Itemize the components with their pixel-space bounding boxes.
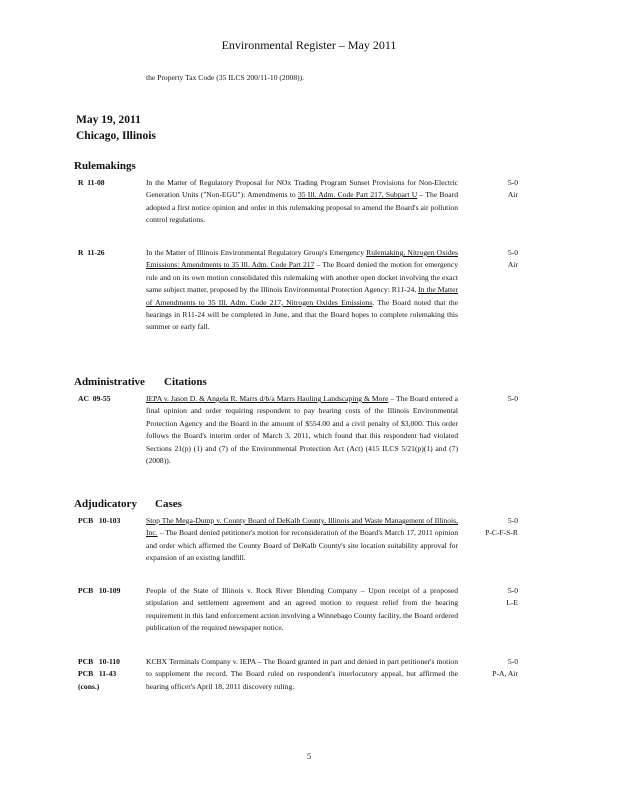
item-text xyxy=(146,656,458,693)
vote-column xyxy=(488,585,518,610)
vote-category: P-C-F-S-R xyxy=(485,528,518,538)
vote-column xyxy=(468,515,518,540)
vote-column xyxy=(488,247,518,272)
case-link[interactable]: In the Matter of Amendments to 35 Ill. Adm. Code 217, Nitrogen Oxides Emissions xyxy=(146,285,458,307)
vote-category: Air xyxy=(507,190,518,200)
item-text xyxy=(146,515,458,565)
meeting-info xyxy=(76,112,156,144)
docket-number: R 11-26 xyxy=(78,248,105,257)
item-text xyxy=(146,393,458,467)
vote-count: 5-0 xyxy=(507,178,518,187)
vote-category: Air xyxy=(507,260,518,270)
meeting-place: Chicago, Illinois xyxy=(76,130,156,142)
text-run: – The Board entered a final opinion and order requiring respondent to pay hearing costs of the Illinois Environmental Protection Agency and the Board in the amount of $554.00 and a civil penalty of $3,000. This order follows the Board's interim order of March 3, 2011, which found that this respondent had violated Sections 21(p) (1) and (7) of the Environmental Protection Act (Act) (415 ILCS 5/21(p)(1) and (7) (2008)). xyxy=(146,394,458,466)
vote-count: 5-0 xyxy=(507,657,518,666)
section-title-cases: Cases xyxy=(155,498,182,510)
vote-count: 5-0 xyxy=(507,586,518,595)
vote-column xyxy=(488,177,518,202)
text-run: People of the State of Illinois v. Rock River Blending Company – Upon receipt of a proposed stipulation and settlement agreement and an agreed motion to request relief from the hearing requirement in this land enforcement action involving a Winnebago County facility, the Board ordered publication of the required newspaper notice. xyxy=(146,586,458,633)
text-run: . The Board noted that the hearings in R11-24 will be completed in June, and that the Board hopes to complete rulemaking this summer or early fall. xyxy=(146,297,458,332)
meeting-date: May 19, 2011 xyxy=(76,114,141,126)
section-title-rulemakings: Rulemakings xyxy=(74,160,136,172)
case-link[interactable]: Rulemaking, Nitrogen Oxides Emissions: Amendments to 35 Ill. Adm. Code Part 217 xyxy=(146,248,458,270)
docket-number: PCB 10-103 xyxy=(78,516,121,525)
text-run: – The Board denied the motion for emergency rule and on its own motion consolidated this rulemaking with another open docket involving the exact same subject matter, proposed by the Illinois Environmental Protection Agency: R11-24, xyxy=(146,260,458,295)
text-run: In the Matter of Illinois Environmental Regulatory Group's Emergency xyxy=(146,248,367,257)
vote-count: 5-0 xyxy=(507,394,518,403)
docket-number: PCB 10-110 PCB 11-43 (cons.) xyxy=(78,657,120,691)
vote-category: P-A, Air xyxy=(492,669,518,679)
case-link[interactable]: IEPA v. Jason D. & Angela R. Marrs d/b/a Marrs Hauling Landscaping & More xyxy=(146,394,389,403)
section-title-citations: Citations xyxy=(164,376,207,388)
continuation-text: the Property Tax Code (35 ILCS 200/11-10 (2008)). xyxy=(146,73,305,82)
text-run: – The Board adopted a first notice opinion and order in this rulemaking proposal to amend the Board's air pollution control regulations. xyxy=(146,190,458,225)
docket-number: R 11-08 xyxy=(78,178,105,187)
case-link[interactable]: 35 Ill. Adm. Code Part 217, Subpart U xyxy=(297,190,418,200)
vote-column xyxy=(488,393,518,405)
section-title-administrative: Administrative xyxy=(74,376,145,388)
item-text xyxy=(146,247,458,334)
text-run: In the Matter of Regulatory Proposal for NOx Trading Program Sunset Provisions for Non-Electric Generation Units ("Non-EGU"): Amendments to xyxy=(146,178,458,200)
case-link[interactable]: Stop The Mega-Dump v. County Board of DeKalb County, Illinois and Waste Management of Illinois, Inc. xyxy=(146,516,458,538)
page-header: Environmental Register – May 2011 xyxy=(221,38,397,52)
vote-count: 5-0 xyxy=(507,248,518,257)
section-title-adjudicatory: Adjudicatory xyxy=(74,498,137,510)
page-number: 5 xyxy=(307,752,311,761)
vote-column xyxy=(478,656,518,681)
vote-count: 5-0 xyxy=(507,516,518,525)
text-run: KCBX Terminals Company v. IEPA – The Board granted in part and denied in part petitioner's motion to supplement the record. The Board ruled on respondent's interlocutory appeal, but affirmed the hearing officer's April 18, 2011 discovery ruling. xyxy=(146,657,458,691)
vote-category: L-E xyxy=(506,598,518,608)
item-text xyxy=(146,585,458,635)
docket-number: AC 09-55 xyxy=(78,394,111,403)
text-run: – The Board denied petitioner's motion for reconsideration of the Board's March 17, 2011 opinion and order which affirmed the County Board of DeKalb County's site location suitability approval for expansion of an existing landfill. xyxy=(146,528,458,563)
docket-number: PCB 10-109 xyxy=(78,586,121,595)
item-text xyxy=(146,177,458,227)
